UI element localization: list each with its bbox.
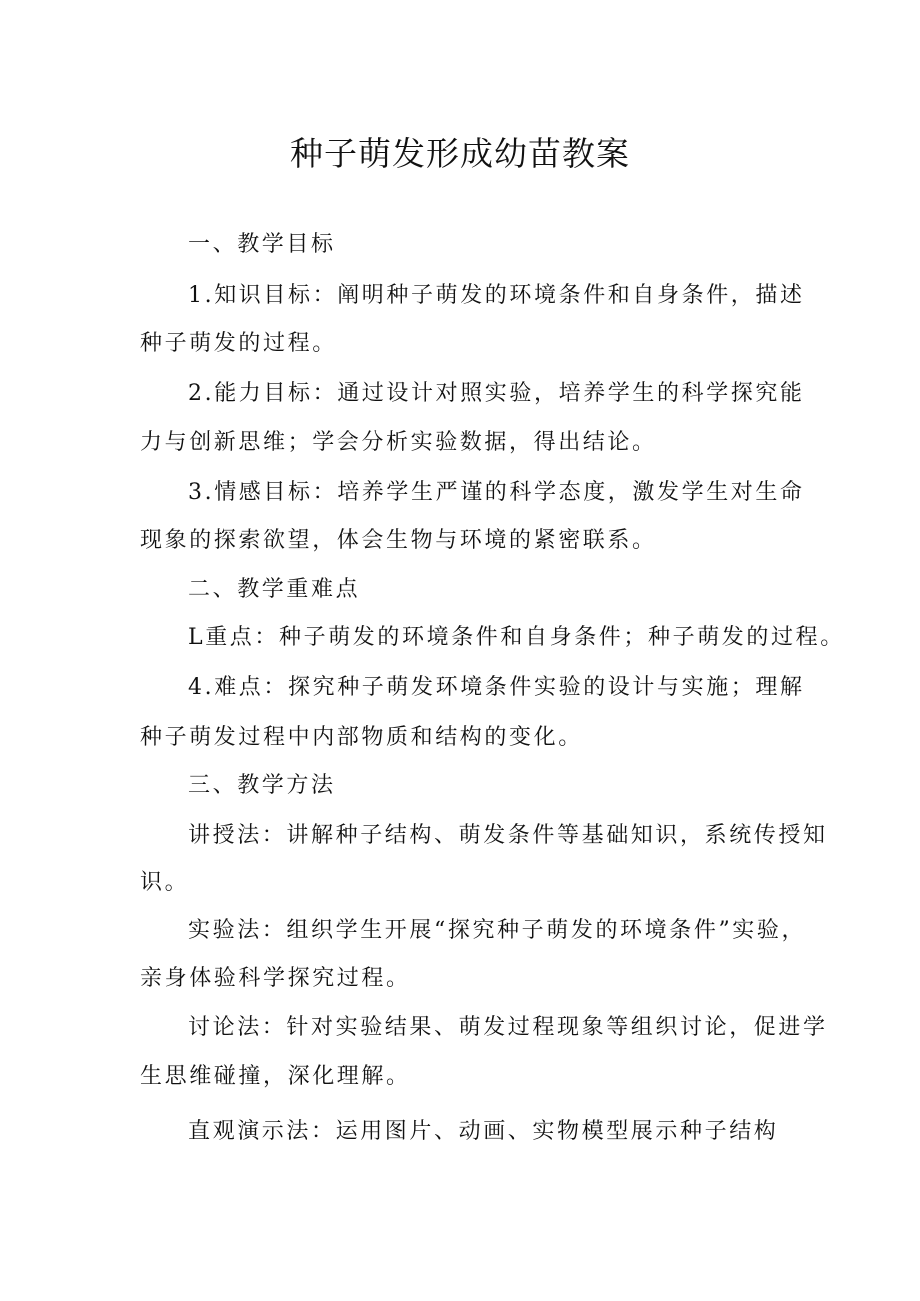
paragraph-line: 2.能力目标：通过设计对照实验，培养学生的科学探究能	[188, 381, 805, 406]
paragraph-line: 3.情感目标：培养学生严谨的科学态度，激发学生对生命	[188, 480, 805, 505]
section-heading-key-points: 二、教学重难点	[188, 577, 361, 602]
paragraph-line: 讨论法：针对实验结果、萌发过程现象等组织讨论，促进学	[188, 1015, 828, 1040]
section-heading-methods: 三、教学方法	[188, 773, 336, 798]
paragraph-line: 4.难点：探究种子萌发环境条件实验的设计与实施；理解	[188, 675, 805, 700]
paragraph-line: 识。	[140, 870, 190, 895]
paragraph-line: 讲授法：讲解种子结构、萌发条件等基础知识，系统传授知	[188, 823, 828, 848]
paragraph-line: 种子萌发的过程。	[140, 331, 337, 356]
paragraph-line: 生思维碰撞，深化理解。	[140, 1064, 411, 1089]
paragraph-line: L重点：种子萌发的环境条件和自身条件；种子萌发的过程。	[188, 625, 845, 650]
document-title: 种子萌发形成幼苗教案	[290, 134, 630, 173]
paragraph-line: 亲身体验科学探究过程。	[140, 966, 411, 991]
paragraph-line: 1.知识目标：阐明种子萌发的环境条件和自身条件，描述	[188, 283, 805, 308]
paragraph-line: 现象的探索欲望，体会生物与环境的紧密联系。	[140, 528, 657, 553]
section-heading-objectives: 一、教学目标	[188, 232, 336, 257]
paragraph-line: 种子萌发过程中内部物质和结构的变化。	[140, 725, 583, 750]
paragraph-line: 实验法：组织学生开展“探究种子萌发的环境条件”实验，	[188, 918, 807, 943]
paragraph-line: 直观演示法：运用图片、动画、实物模型展示种子结构	[188, 1119, 779, 1144]
paragraph-line: 力与创新思维；学会分析实验数据，得出结论。	[140, 430, 657, 455]
